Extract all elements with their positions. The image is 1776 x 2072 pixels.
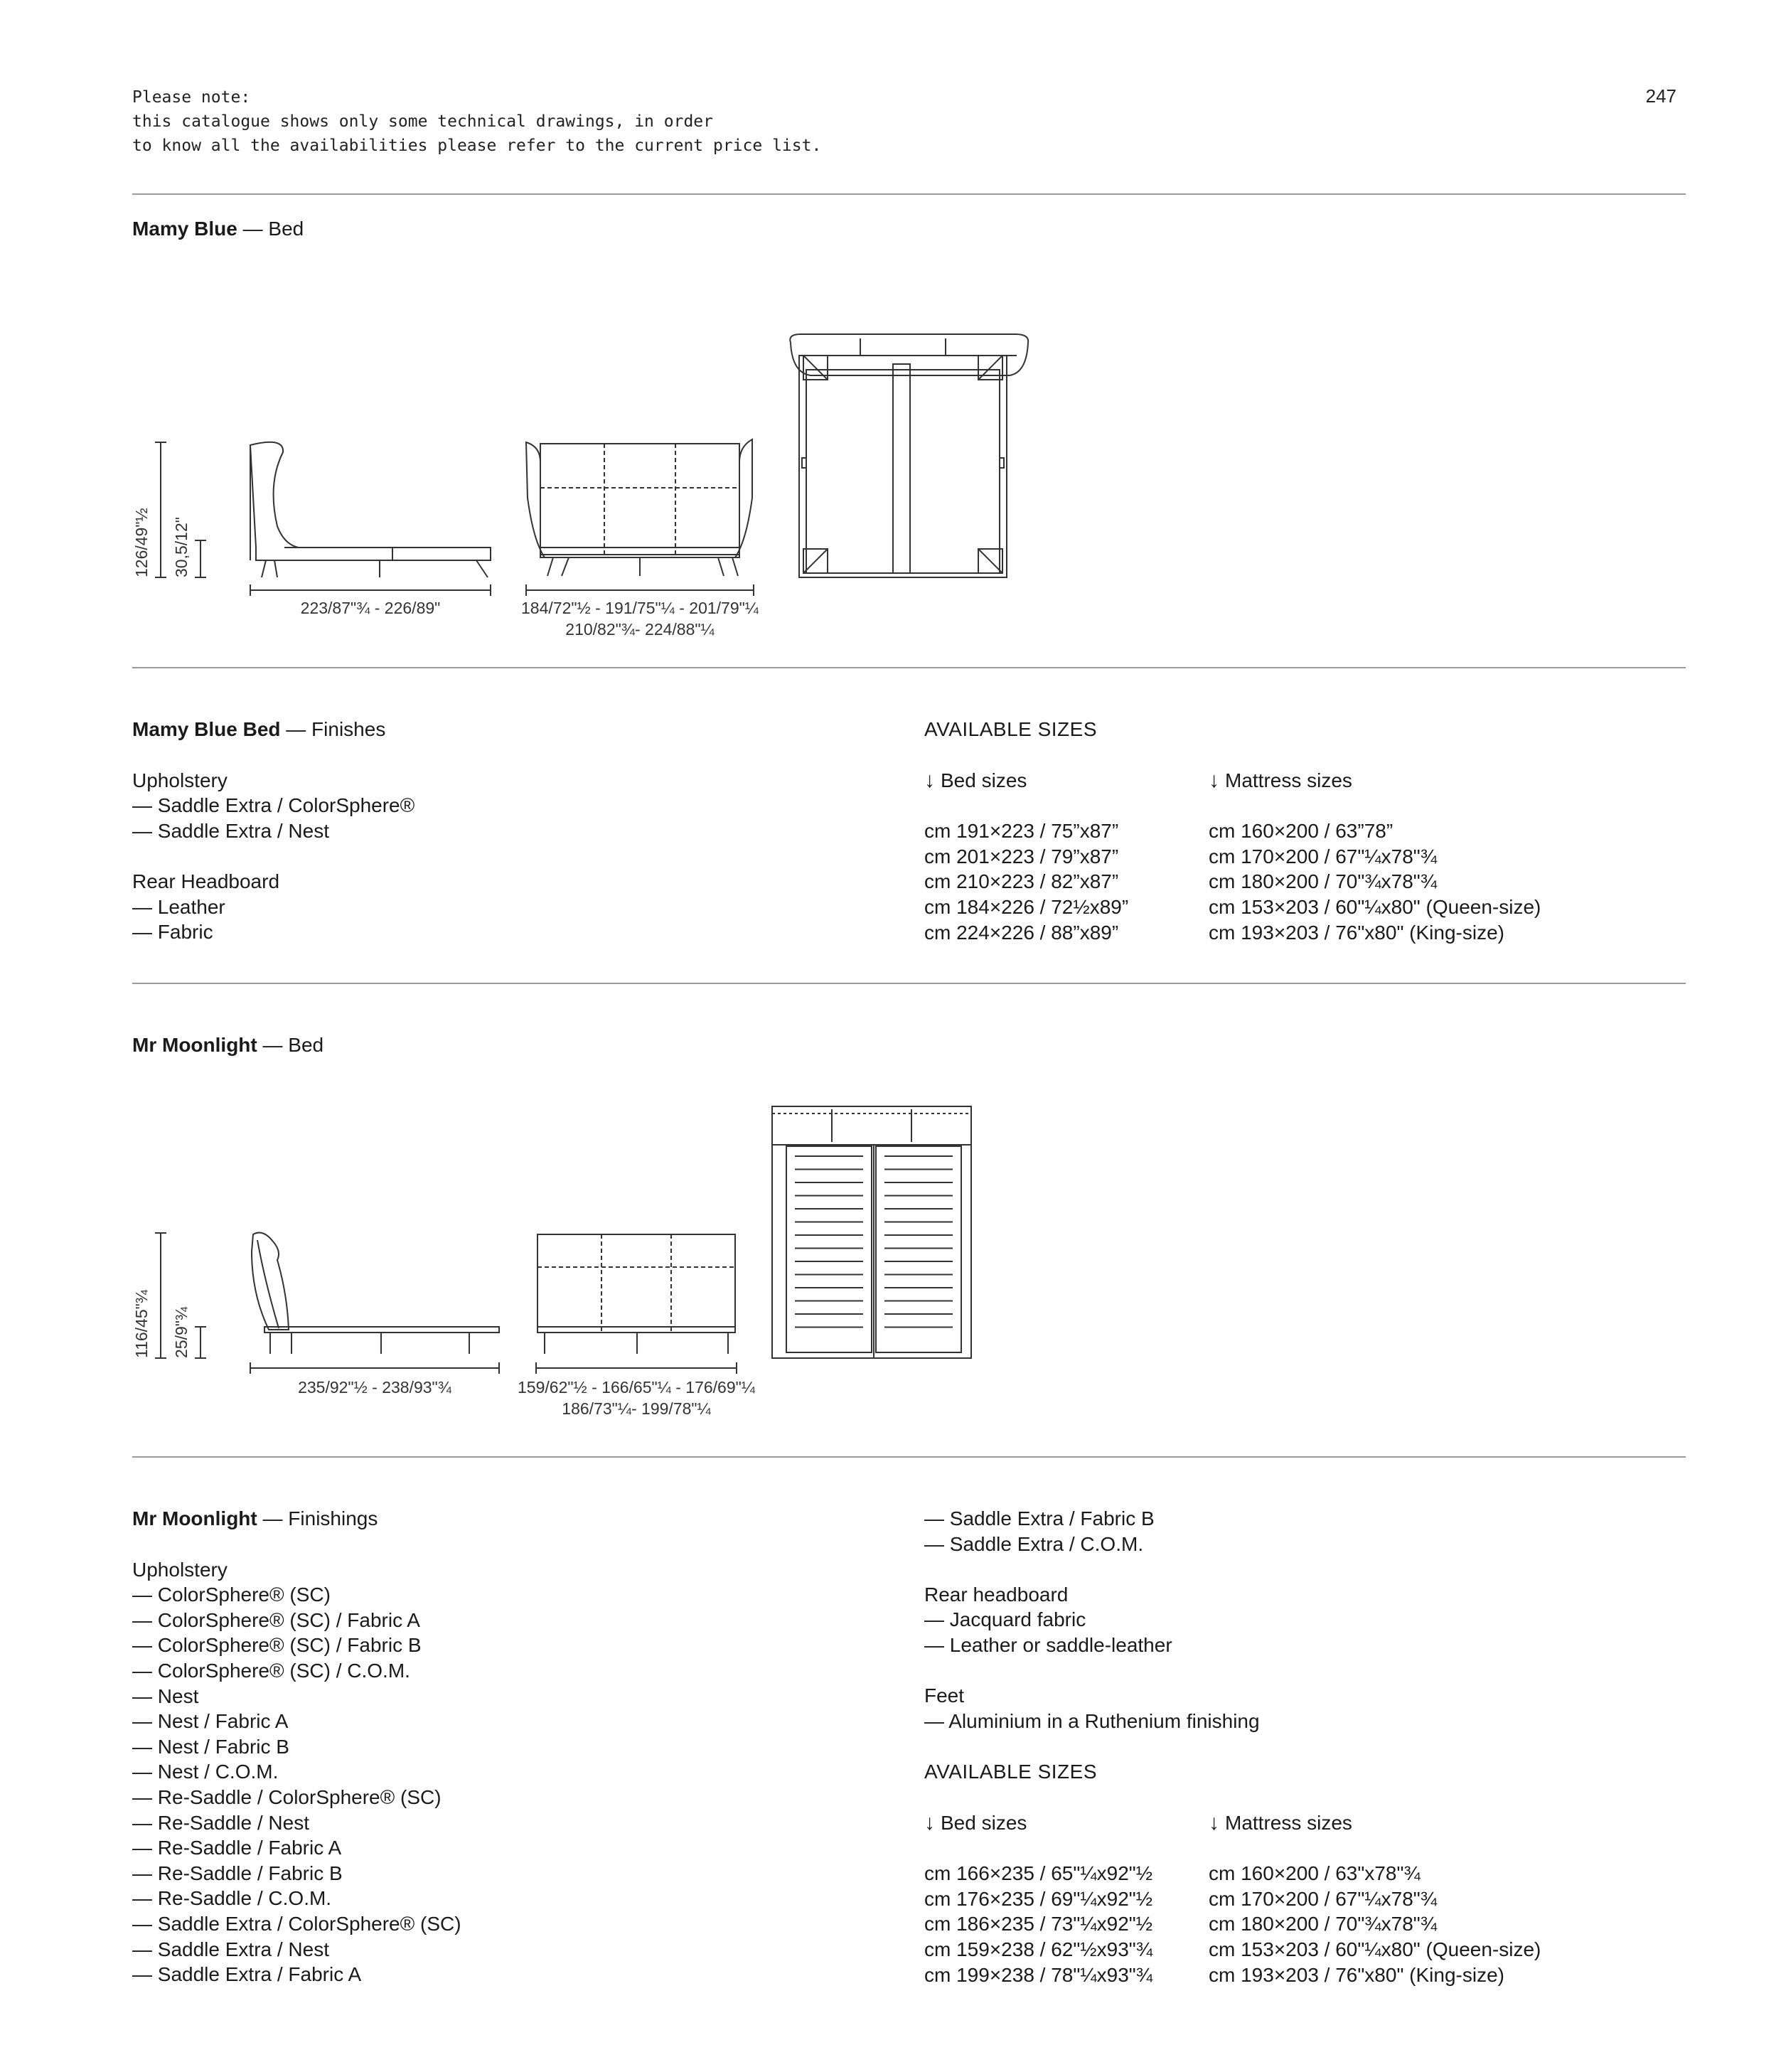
mattress-sizes-column [1209,1810,1541,1987]
list-item: — ColorSphere® (SC) [132,1584,331,1606]
mattress-size: cm 180×200 / 70"¾x78"¾ [1209,870,1438,893]
bed-size: cm 184×226 / 72½x89” [924,895,1129,918]
height-seat-label: 25/9"¾ [172,1306,191,1358]
rear-headboard-label: Rear headboard [924,1583,1069,1606]
mattress-size: cm 193×203 / 76"x80" (King-size) [1209,921,1504,944]
front-view-bed [537,1234,735,1354]
bed-size: cm 210×223 / 82”x87” [924,870,1119,893]
width-dim-label-2: 210/82"¾- 224/88"¼ [565,620,715,639]
list-item: — Nest [132,1684,199,1707]
list-item: — ColorSphere® (SC) / C.O.M. [132,1659,410,1682]
list-item: — Saddle Extra / Nest [132,819,330,842]
bed-size: cm 166×235 / 65"¼x92"½ [924,1862,1153,1885]
bed-size: cm 224×226 / 88”x89” [924,921,1119,944]
mattress-size: cm 180×200 / 70"¾x78"¾ [1209,1913,1438,1935]
mattress-size: cm 170×200 / 67"¼x78"¾ [1209,1887,1438,1910]
list-item: — Nest / Fabric A [132,1710,289,1733]
finishes-title-rest: — Finishes [280,718,386,740]
bed-size: cm 191×223 / 75”x87” [924,820,1119,843]
list-item: — Saddle Extra / Fabric A [132,1963,362,1986]
list-item: — Nest / Fabric B [132,1735,289,1758]
list-item: — Saddle Extra / C.O.M. [924,1532,1144,1555]
feet-label: Feet [924,1684,965,1707]
bed-size: cm 201×223 / 79”x87” [924,845,1119,867]
available-sizes-heading: AVAILABLE SIZES [924,1760,1098,1783]
arrow-down-icon: ↓ [1209,769,1219,792]
list-item: — ColorSphere® (SC) / Fabric B [132,1634,422,1657]
mattress-size: cm 153×203 / 60"¼x80" (Queen-size) [1209,895,1541,918]
finishes-title-bold: Mamy Blue Bed [132,718,281,740]
bed-size: cm 176×235 / 69"¼x92"½ [924,1887,1153,1910]
list-item: — Saddle Extra / Fabric B [924,1507,1155,1529]
title-bold: Mr Moonlight [132,1034,257,1056]
length-dim-label: 235/92"½ - 238/93"¾ [298,1378,451,1397]
list-item: — Leather [132,895,225,918]
width-dim-label-2: 186/73"¼- 199/78"¼ [562,1399,711,1418]
page-number: 247 [1645,85,1676,107]
finishings-title-bold: Mr Moonlight [132,1507,257,1529]
list-item: — Saddle Extra / ColorSphere® [132,794,415,817]
list-item: — Re-Saddle / Fabric B [132,1862,343,1884]
upholstery-list [132,1582,772,1987]
list-item: — Aluminium in a Ruthenium finishing [924,1709,1260,1732]
title-bold: Mamy Blue [132,218,237,240]
upholstery-label: Upholstery [132,1558,228,1581]
bed-size: cm 159×238 / 62"½x93"¾ [924,1938,1153,1960]
list-item: — Jacquard fabric [924,1608,1086,1631]
height-total-label: 116/45"¾ [132,1290,151,1358]
list-item: — Nest / C.O.M. [132,1761,279,1783]
list-item: — Re-Saddle / Nest [132,1811,309,1834]
bed-sizes-label: Bed sizes [941,1812,1027,1834]
width-dim-label-1: 159/62"½ - 166/65"¼ - 176/69"¼ [518,1378,755,1397]
side-view-bed [252,1233,499,1354]
length-dim-label: 223/87"¾ - 226/89" [300,599,441,617]
mattress-size: cm 170×200 / 67"¼x78"¾ [1209,845,1438,867]
available-sizes-heading: AVAILABLE SIZES [924,718,1098,740]
top-view-bed [772,1106,971,1358]
arrow-down-icon: ↓ [924,1811,935,1835]
list-item: — Saddle Extra / ColorSphere® (SC) [132,1912,461,1935]
bed-size: cm 186×235 / 73"¼x92"½ [924,1913,1153,1935]
note-line: this catalogue shows only some technical drawings, in order [132,112,713,131]
mattress-sizes-label: Mattress sizes [1225,769,1352,791]
bed-sizes-column [924,1810,1152,1987]
arrow-down-icon: ↓ [1209,1811,1219,1835]
arrow-down-icon: ↓ [924,769,935,792]
list-item: — Fabric [132,921,213,944]
bed-size: cm 199×238 / 78"¼x93"¾ [924,1963,1153,1986]
mr-moonlight-finishings-cont [924,1506,1635,1785]
finishings-title [132,1506,772,1532]
list-item: — Re-Saddle / Fabric A [132,1837,342,1859]
title-rest: — Bed [257,1034,324,1056]
height-seat-label: 30,5/12" [172,517,191,577]
rear-headboard-label: Rear Headboard [132,870,280,892]
height-total-label: 126/49"½ [132,508,151,577]
list-item: — ColorSphere® (SC) / Fabric A [132,1608,420,1631]
list-item: — Saddle Extra / Nest [132,1938,330,1960]
note-line: to know all the availabilities please refer to the current price list. [132,137,822,155]
title-rest: — Bed [237,218,304,240]
divider [132,1456,1686,1458]
list-item: — Leather or saddle-leather [924,1633,1172,1656]
width-dim-label-1: 184/72"½ - 191/75"¼ - 201/79"¼ [521,599,759,617]
mattress-size: cm 160×200 / 63”78” [1209,820,1393,843]
mattress-size: cm 160×200 / 63"x78"¾ [1209,1862,1421,1885]
note-line: Please note: [132,88,251,107]
mr-moonlight-finishings [132,1506,772,1987]
finishings-title-rest: — Finishings [257,1507,378,1529]
bed-sizes-label: Bed sizes [941,769,1027,791]
upholstery-label: Upholstery [132,769,228,791]
list-item: — Re-Saddle / C.O.M. [132,1887,332,1910]
mattress-size: cm 193×203 / 76"x80" (King-size) [1209,1963,1504,1986]
list-item: — Re-Saddle / ColorSphere® (SC) [132,1785,442,1808]
mattress-size: cm 153×203 / 60"¼x80" (Queen-size) [1209,1938,1541,1960]
mattress-sizes-label: Mattress sizes [1225,1812,1352,1834]
